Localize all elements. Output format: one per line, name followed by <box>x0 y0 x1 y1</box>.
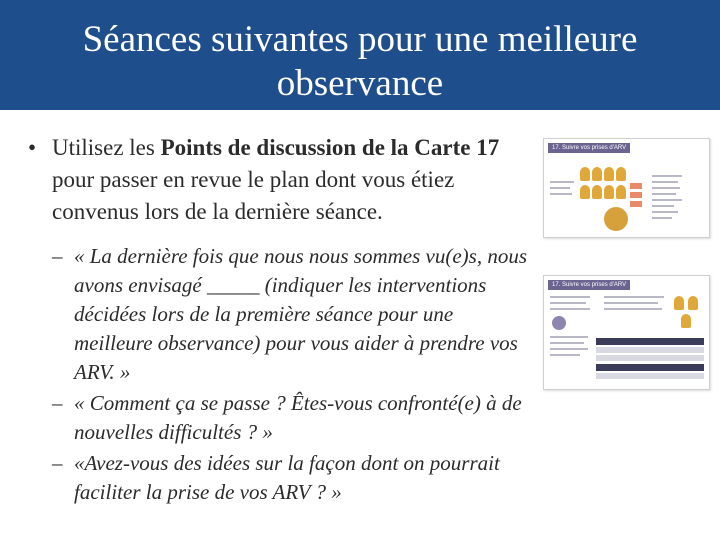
label-icon <box>630 183 642 189</box>
info-icon <box>552 316 566 330</box>
text-line <box>550 354 580 356</box>
text-line <box>550 342 584 344</box>
text-line <box>550 193 572 195</box>
text-line <box>550 187 570 189</box>
text-line <box>550 336 588 338</box>
label-icon <box>630 201 642 207</box>
figure-icon <box>688 296 698 310</box>
text-line <box>652 211 678 213</box>
text-line <box>652 187 680 189</box>
text-line <box>604 296 664 298</box>
sub-bullet-item: – «Avez-vous des idées sur la façon dont on pourrait faciliter la prise de vos ARV ? » <box>52 451 500 504</box>
figure-icon <box>674 296 684 310</box>
sub-bullet-item: – « Comment ça se passe ? Êtes-vous confronté(e) à de nouvelles difficultés ? » <box>52 391 522 444</box>
dash-icon: – <box>52 451 63 475</box>
figure-icon <box>580 167 590 181</box>
text-line <box>550 308 590 310</box>
card-header: 17. Suivre vos prises d'ARV <box>548 280 630 290</box>
dash-icon: – <box>52 391 63 415</box>
person-icon <box>604 207 628 231</box>
text-line <box>550 296 590 298</box>
figure-icon <box>592 185 602 199</box>
text-line <box>550 348 588 350</box>
main-bullet-bold: Points de discussion de la Carte 17 <box>160 135 500 160</box>
figure-icon <box>604 167 614 181</box>
figure-icon <box>592 167 602 181</box>
slide-title <box>0 18 720 106</box>
text-line <box>652 175 682 177</box>
card-header: 17. Suivre vos prises d'ARV <box>548 143 630 153</box>
main-bullet-text: Utilisez les Points de discussion de la Carte 17 pour passer en revue le plan dont vous étiez convenus lors de la dernière séance. <box>52 135 500 224</box>
text-line <box>604 302 658 304</box>
text-line <box>550 181 574 183</box>
slide-title-line2: observance <box>276 63 444 104</box>
figure-icon <box>580 185 590 199</box>
table-row <box>596 355 704 361</box>
text-line <box>652 199 682 201</box>
table-header <box>596 364 704 371</box>
figure-icon <box>681 314 691 328</box>
text-line <box>550 302 586 304</box>
text-line <box>652 217 672 219</box>
sub-bullet-item: – « La dernière fois que nous nous sommes vu(e)s, nous avons envisagé _____ (indiquer les interventions décidées lors de la première séance pour une meilleure observance) pour vous aider à prendre vos ARV. » <box>52 244 528 384</box>
bullet-icon: • <box>28 135 37 160</box>
slide-title-line1: Séances suivantes pour une meilleure <box>82 19 638 60</box>
main-bullet <box>28 132 533 228</box>
table-row <box>596 347 704 353</box>
slide-content <box>28 132 533 509</box>
card17-thumbnail-2 <box>543 275 710 390</box>
figure-icon <box>616 167 626 181</box>
text-line <box>604 308 662 310</box>
label-icon <box>630 192 642 198</box>
figure-icon <box>616 185 626 199</box>
text-line <box>652 181 678 183</box>
figure-icon <box>604 185 614 199</box>
text-line <box>652 193 676 195</box>
table-header <box>596 338 704 345</box>
text-line <box>652 205 674 207</box>
card17-thumbnail-1 <box>543 138 710 238</box>
sub-bullet-list <box>28 242 533 507</box>
table-row <box>596 373 704 379</box>
dash-icon: – <box>52 244 63 268</box>
